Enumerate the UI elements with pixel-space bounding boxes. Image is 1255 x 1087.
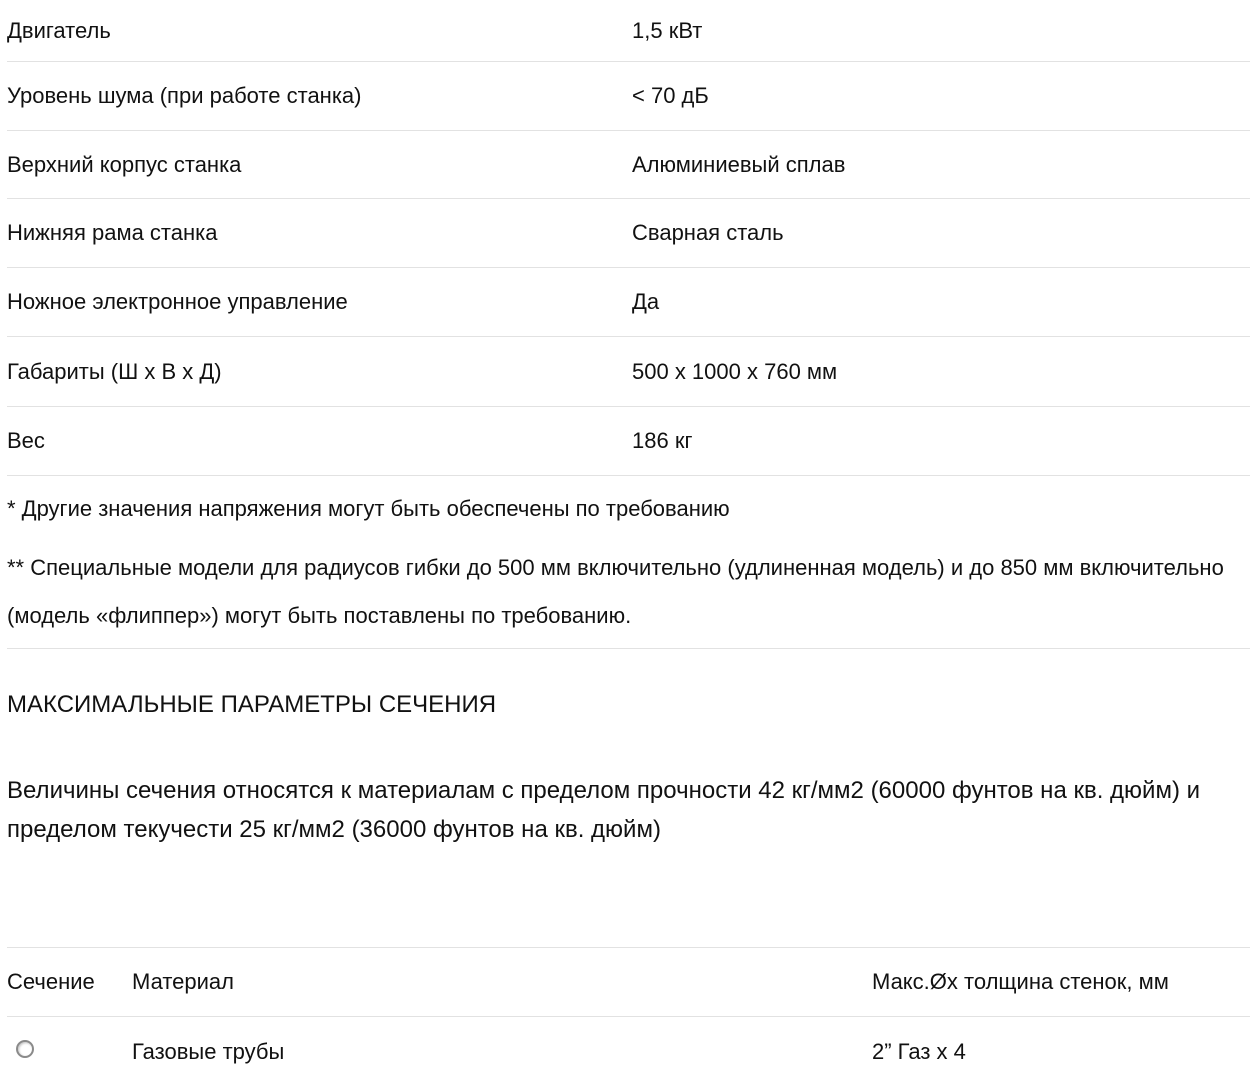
spec-label: Верхний корпус станка [7,151,242,177]
max-cell: 2” Газ х 4 [872,1039,966,1064]
round-section-icon [16,1040,34,1058]
section-intro: Величины сечения относятся к материалам с пределом прочности 42 кг/мм2 (60000 фунтов на кв. дюйм) и пределом текучести 25 кг/мм2 (36000 фунтов на кв. дюйм) [7,777,1201,843]
table-row [7,1017,1250,1087]
table-row [7,407,1250,476]
column-header-max: Макс.Øх толщина стенок, мм [872,969,1169,994]
specs-table [7,0,1250,476]
section-title: МАКСИМАЛЬНЫЕ ПАРАМЕТРЫ СЕЧЕНИЯ [7,691,497,718]
spec-value: 500 х 1000 х 760 мм [632,358,838,384]
spec-label: Габариты (Ш х В х Д) [7,358,222,384]
column-header-section: Сечение [7,969,95,994]
table-header-row [7,948,1250,1017]
footnotes [7,476,1250,649]
spec-label: Ножное электронное управление [7,289,348,314]
column-header-material: Материал [132,969,234,994]
table-row [7,0,1250,62]
table-row [7,131,1250,199]
spec-value: < 70 дБ [632,83,709,108]
spec-value: 1,5 кВт [632,17,703,43]
spec-value: Да [632,289,660,314]
material-cell: Газовые трубы [132,1039,285,1064]
spec-value: 186 кг [632,428,693,453]
spec-label: Уровень шума (при работе станка) [7,83,362,108]
spec-value: Сварная сталь [632,220,784,245]
page-content [7,0,1250,1064]
spec-value: Алюминиевый сплав [632,151,846,177]
table-row [7,268,1250,337]
spec-label: Двигатель [7,17,111,43]
footnote-special-models: ** Специальные модели для радиусов гибки до 500 мм включительно (удлиненная модель) и до 850 мм включительно (модель «флиппер») могут быть поставлены по требованию. [7,555,1224,628]
spec-label: Вес [7,428,45,453]
table-row [7,62,1250,131]
section-cell [7,1039,132,1065]
footnote-voltage: * Другие значения напряжения могут быть обеспечены по требованию [7,496,730,521]
sections-table [7,947,1250,1087]
spec-label: Нижняя рама станка [7,220,218,245]
table-row [7,337,1250,407]
table-row [7,199,1250,268]
